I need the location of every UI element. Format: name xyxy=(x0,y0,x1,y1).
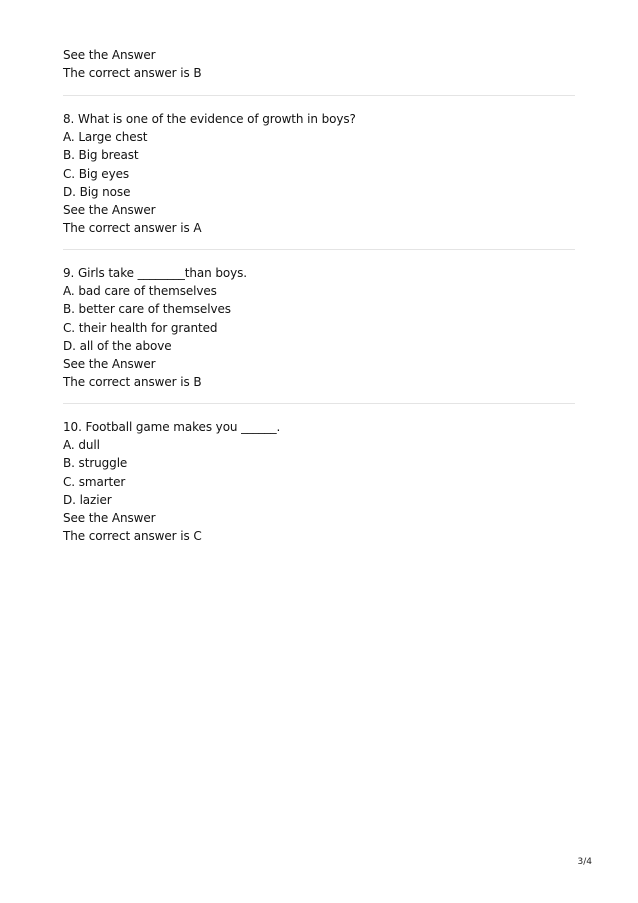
divider xyxy=(63,403,575,404)
page-number: 3/4 xyxy=(577,857,592,867)
option-a: A. Large chest xyxy=(63,130,148,145)
option-c: C. smarter xyxy=(63,474,126,489)
option-d: D. Big nose xyxy=(63,184,131,199)
question-text: 10. Football game makes you ______. xyxy=(63,420,281,434)
option-b: B. better care of themselves xyxy=(63,302,231,317)
option-b: B. struggle xyxy=(63,456,128,471)
see-answer-link[interactable]: See the Answer xyxy=(63,510,156,525)
previous-question-tail xyxy=(63,46,575,82)
divider xyxy=(63,95,575,96)
correct-answer: The correct answer is B xyxy=(63,66,202,81)
correct-answer: The correct answer is C xyxy=(63,529,202,544)
see-answer-link[interactable]: See the Answer xyxy=(63,202,156,217)
correct-answer: The correct answer is B xyxy=(63,375,202,390)
see-answer-link[interactable]: See the Answer xyxy=(63,48,156,62)
question-text: 8. What is one of the evidence of growth in boys? xyxy=(63,112,356,126)
see-answer-link[interactable]: See the Answer xyxy=(63,356,156,371)
option-c: C. their health for granted xyxy=(63,320,218,335)
divider xyxy=(63,249,575,250)
correct-answer: The correct answer is A xyxy=(63,221,202,236)
option-a: A. bad care of themselves xyxy=(63,284,217,299)
option-a: A. dull xyxy=(63,438,100,453)
question-text: 9. Girls take ________than boys. xyxy=(63,266,248,280)
option-b: B. Big breast xyxy=(63,148,139,163)
question-block-10 xyxy=(63,418,575,545)
option-c: C. Big eyes xyxy=(63,166,130,181)
question-block-9 xyxy=(63,264,575,391)
option-d: D. all of the above xyxy=(63,338,172,353)
question-block-8 xyxy=(63,110,575,237)
option-d: D. lazier xyxy=(63,492,112,507)
